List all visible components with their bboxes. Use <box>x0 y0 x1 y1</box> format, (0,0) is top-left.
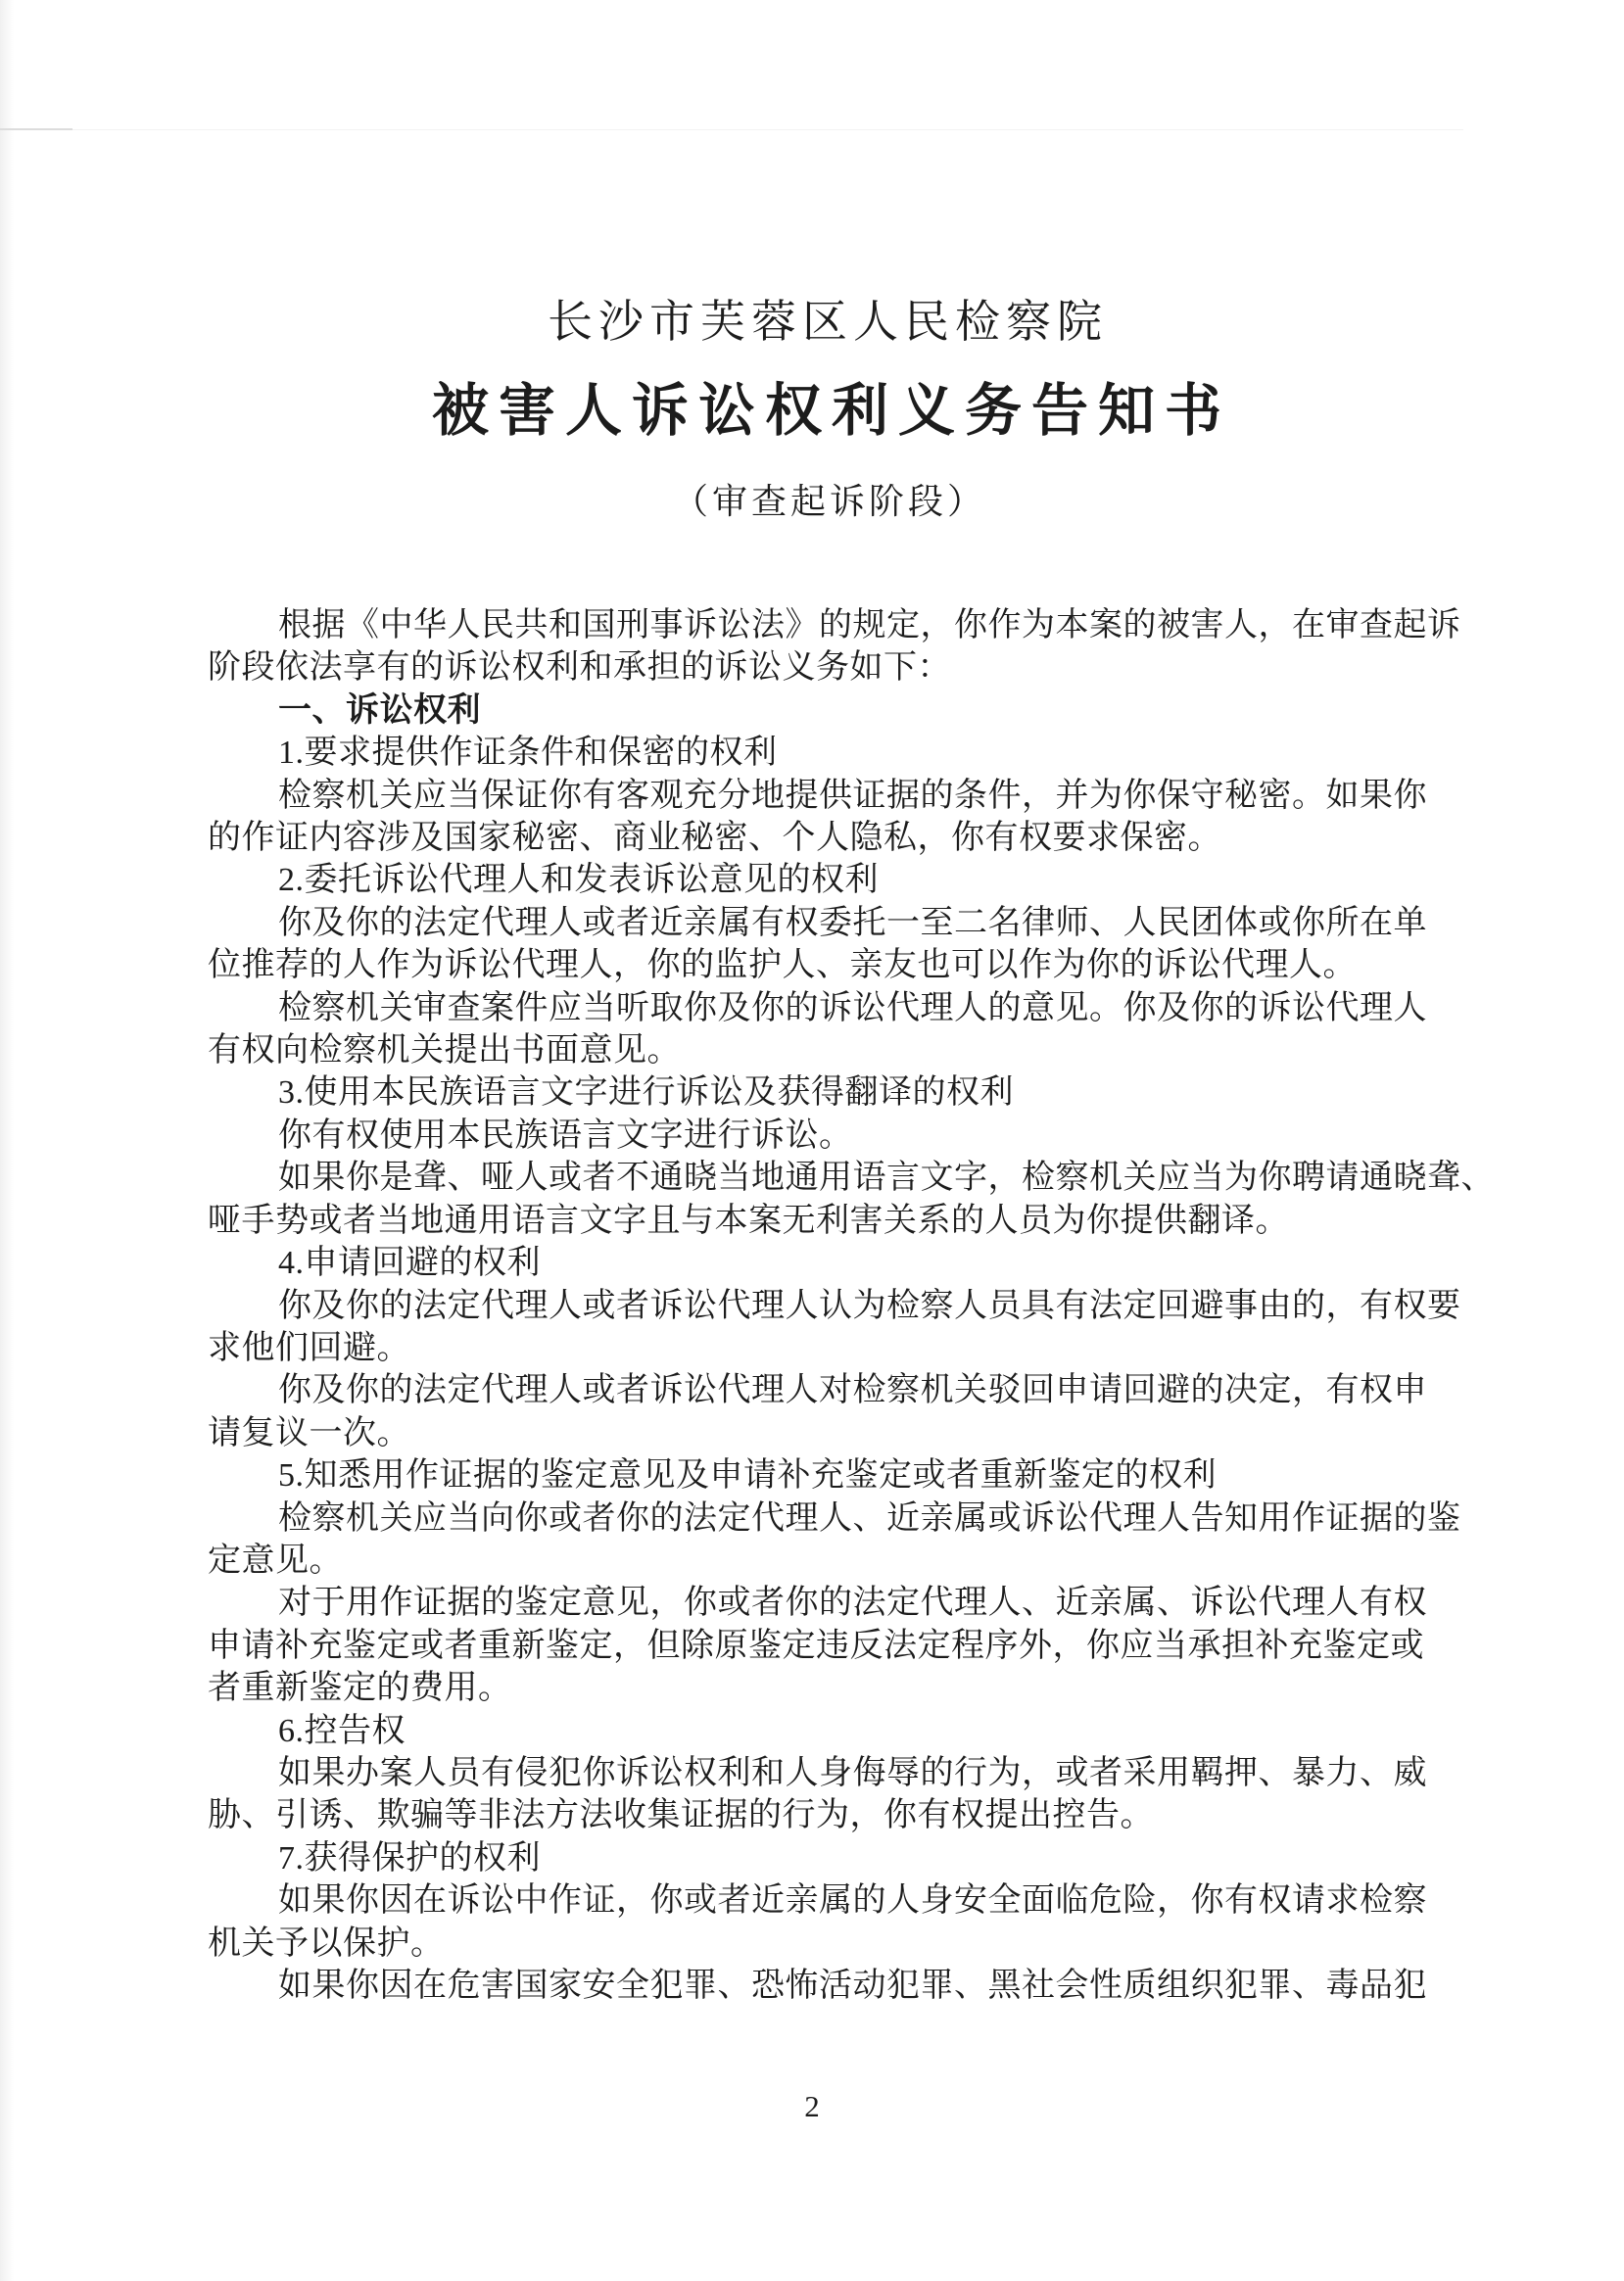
body-line: 检察机关应当向你或者你的法定代理人、近亲属或诉讼代理人告知用作证据的鉴 <box>278 1499 1461 1537</box>
body-line: 检察机关审查案件应当听取你及你的诉讼代理人的意见。你及你的诉讼代理人 <box>278 989 1427 1026</box>
body-line: 位推荐的人作为诉讼代理人，你的监护人、亲友也可以作为你的诉讼代理人。 <box>208 947 1357 984</box>
scan-edge-artifact <box>0 0 14 2281</box>
body-line: 胁、引诱、欺骗等非法方法收集证据的行为，你有权提出控告。 <box>208 1797 1154 1834</box>
body-line: 你有权使用本民族语言文字进行诉讼。 <box>278 1117 853 1154</box>
body-line: 你及你的法定代理人或者诉讼代理人认为检察人员具有法定回避事由的，有权要 <box>278 1287 1461 1324</box>
institution-title: 长沙市芙蓉区人民检察院 <box>548 297 1108 347</box>
body-line: 哑手势或者当地通用语言文字且与本案无利害关系的人员为你提供翻译。 <box>208 1202 1289 1239</box>
body-line: 你及你的法定代理人或者近亲属有权委托一至二名律师、人民团体或你所在单 <box>278 904 1427 941</box>
body-line: 6.控告权 <box>278 1712 406 1749</box>
body-line: 机关予以保护。 <box>208 1925 445 1962</box>
body-line: 检察机关应当保证你有客观充分地提供证据的条件，并为你保守秘密。如果你 <box>278 777 1427 814</box>
body-line: 1.要求提供作证条件和保密的权利 <box>278 735 778 772</box>
document-body <box>208 604 1495 2007</box>
body-line: 如果你因在诉讼中作证，你或者近亲属的人身安全面临危险，你有权请求检察 <box>278 1882 1427 1920</box>
body-line: 的作证内容涉及国家秘密、商业秘密、个人隐私，你有权要求保密。 <box>208 820 1221 857</box>
body-line: 4.申请回避的权利 <box>278 1245 541 1282</box>
body-line: 3.使用本民族语言文字进行诉讼及获得翻译的权利 <box>278 1074 1014 1112</box>
body-line: 定意见。 <box>208 1542 343 1579</box>
page-number: 2 <box>804 2089 820 2123</box>
body-line: 你及你的法定代理人或者诉讼代理人对检察机关驳回申请回避的决定，有权申 <box>278 1372 1427 1409</box>
body-line: 求他们回避。 <box>208 1329 410 1366</box>
body-line: 2.委托诉讼代理人和发表诉讼意见的权利 <box>278 862 879 899</box>
body-line: 7.获得保护的权利 <box>278 1839 541 1877</box>
scan-line-artifact <box>0 128 72 130</box>
body-line: 一、诉讼权利 <box>278 691 481 729</box>
body-line: 请复议一次。 <box>208 1414 410 1451</box>
body-line: 对于用作证据的鉴定意见，你或者你的法定代理人、近亲属、诉讼代理人有权 <box>278 1585 1427 1622</box>
body-line: 5.知悉用作证据的鉴定意见及申请补充鉴定或者重新鉴定的权利 <box>278 1457 1217 1495</box>
body-line: 如果你因在危害国家安全犯罪、恐怖活动犯罪、黑社会性质组织犯罪、毒品犯 <box>278 1968 1427 2004</box>
document-subtitle: （审查起诉阶段） <box>672 482 986 521</box>
body-line: 根据《中华人民共和国刑事诉讼法》的规定，你作为本案的被害人，在审查起诉 <box>278 607 1461 643</box>
scan-line-artifact-faint <box>72 129 1463 130</box>
body-line: 申请补充鉴定或者重新鉴定，但除原鉴定违反法定程序外，你应当承担补充鉴定或 <box>208 1627 1424 1664</box>
body-line: 如果办案人员有侵犯你诉讼权利和人身侮辱的行为，或者采用羁押、暴力、威 <box>278 1754 1427 1791</box>
document-title: 被害人诉讼权利义务告知书 <box>431 379 1231 443</box>
body-line: 阶段依法享有的诉讼权利和承担的诉讼义务如下： <box>208 649 951 687</box>
body-line: 如果你是聋、哑人或者不通晓当地通用语言文字，检察机关应当为你聘请通晓聋、 <box>278 1160 1495 1197</box>
body-line: 有权向检察机关提出书面意见。 <box>208 1032 681 1069</box>
body-line: 者重新鉴定的费用。 <box>208 1670 512 1707</box>
